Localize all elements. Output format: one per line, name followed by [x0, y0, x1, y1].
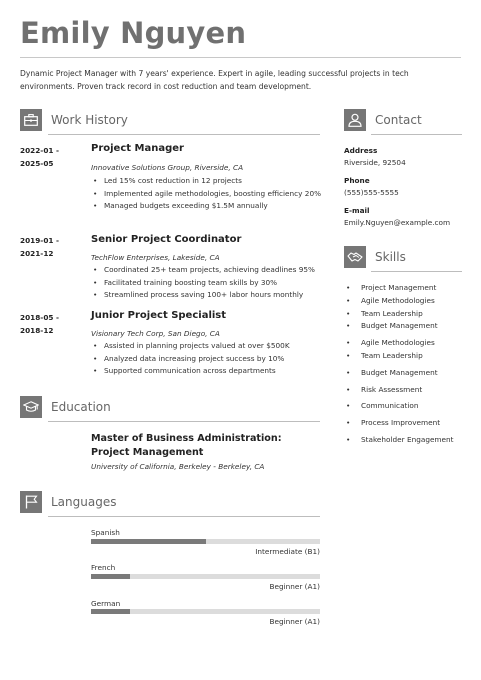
job-bullet: • Streamlined process saving 100+ labor hours monthly: [91, 289, 323, 302]
phone-value: (555)555-5555: [344, 188, 399, 197]
education-title: Education: [51, 400, 111, 414]
education-school: University of California, Berkeley - Berkeley, CA: [91, 462, 265, 471]
language-bar-fill: [91, 539, 206, 544]
skill-item: • Process Improvement: [344, 417, 464, 430]
language-name: French: [91, 563, 116, 572]
person-icon: [344, 109, 366, 131]
skills-header: [344, 246, 406, 268]
education-header: [20, 396, 111, 418]
skill-item: • Agile Methodologies: [344, 337, 464, 350]
email-value: Emily.Nguyen@example.com: [344, 218, 451, 227]
job-bullet: • Assisted in planning projects valued at over $500K: [91, 340, 323, 353]
language-bar: [91, 539, 320, 544]
language-level: Beginner (A1): [269, 617, 320, 626]
language-name: Spanish: [91, 528, 120, 537]
job-bullet: • Coordinated 25+ team projects, achieving deadlines 95%: [91, 264, 323, 277]
skill-item: • Team Leadership: [344, 308, 464, 321]
language-bar: [91, 609, 320, 614]
skill-item: • Stakeholder Engagement: [344, 434, 464, 447]
job-date: 2022-01 - 2025-05: [20, 146, 60, 168]
skill-item: • Project Management: [344, 282, 464, 295]
job-bullet: • Implemented agile methodologies, boosting efficiency 20%: [91, 188, 323, 201]
skill-item: • Risk Assessment: [344, 384, 464, 397]
language-bar-fill: [91, 574, 130, 579]
skills-title: Skills: [375, 250, 406, 264]
briefcase-icon: [20, 109, 42, 131]
skills-list: [344, 282, 464, 447]
language-level: Intermediate (B1): [255, 547, 320, 556]
hands-icon: [344, 246, 366, 268]
job-bullet: • Supported communication across departments: [91, 365, 323, 378]
job-bullets: [91, 340, 323, 378]
language-bar: [91, 574, 320, 579]
skill-item: • Budget Management: [344, 367, 464, 380]
job-company: Visionary Tech Corp, San Diego, CA: [91, 329, 220, 338]
address-label: Address: [344, 146, 378, 155]
languages-underline: [48, 516, 320, 517]
language-bar-fill: [91, 609, 130, 614]
summary-text: Dynamic Project Manager with 7 years' experience. Expert in agile, leading successful projects in tech environments. Proven track record in cost reduction and team development.: [20, 69, 409, 91]
skill-item: • Agile Methodologies: [344, 295, 464, 308]
email-label: E-mail: [344, 206, 370, 215]
work-history-underline: [48, 134, 320, 135]
address-value: Riverside, 92504: [344, 158, 406, 167]
contact-title: Contact: [375, 113, 422, 127]
flag-icon: [20, 491, 42, 513]
languages-header: [20, 491, 116, 513]
job-title: Junior Project Specialist: [91, 310, 227, 321]
job-date: 2019-01 - 2021-12: [20, 236, 60, 258]
graduation-cap-icon: [20, 396, 42, 418]
contact-header: [344, 109, 422, 131]
job-bullet: • Managed budgets exceeding $1.5M annually: [91, 200, 323, 213]
candidate-name: Emily Nguyen: [20, 16, 247, 50]
skills-underline: [371, 271, 462, 272]
job-company: TechFlow Enterprises, Lakeside, CA: [91, 253, 220, 262]
job-company: Innovative Solutions Group, Riverside, CA: [91, 163, 244, 172]
work-history-header: [20, 109, 128, 131]
job-bullet: • Analyzed data increasing project success by 10%: [91, 353, 323, 366]
job-title: Project Manager: [91, 143, 184, 154]
skill-item: • Team Leadership: [344, 350, 464, 363]
work-history-title: Work History: [51, 113, 128, 127]
header-divider: [20, 57, 461, 58]
language-level: Beginner (A1): [269, 582, 320, 591]
language-name: German: [91, 599, 121, 608]
contact-underline: [371, 134, 462, 135]
job-bullets: [91, 264, 323, 302]
job-date: 2018-05 - 2018-12: [20, 313, 60, 335]
job-bullet: • Facilitated training boosting team skills by 30%: [91, 277, 323, 290]
job-bullets: [91, 175, 323, 213]
skill-item: • Communication: [344, 400, 464, 413]
job-title: Senior Project Coordinator: [91, 234, 242, 245]
education-degree: Master of Business Administration: Project Management: [91, 433, 282, 458]
languages-title: Languages: [51, 495, 117, 509]
education-underline: [48, 421, 320, 422]
skill-item: • Budget Management: [344, 320, 464, 333]
job-bullet: • Led 15% cost reduction in 12 projects: [91, 175, 323, 188]
phone-label: Phone: [344, 176, 370, 185]
